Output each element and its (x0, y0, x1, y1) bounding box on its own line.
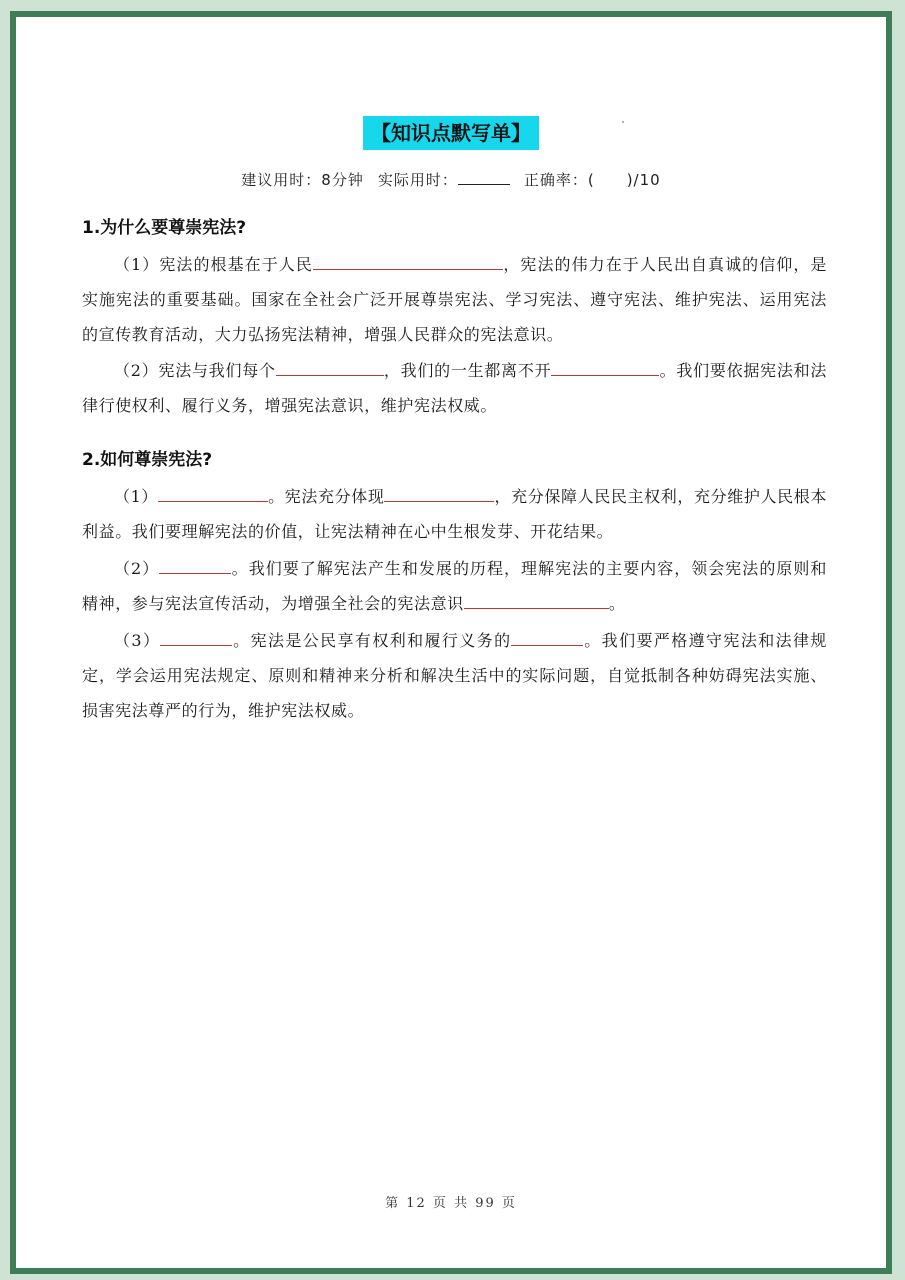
q2-p1-text-b: 。宪法充分体现 (268, 487, 385, 506)
q2-p2-blank-1[interactable] (159, 557, 231, 574)
q1-p2-text-b: ，我们的一生都离不开 (383, 361, 552, 380)
q2-paragraph-3 (82, 623, 827, 728)
accuracy-label: 正确率：( (523, 171, 595, 189)
question-1-heading: 1.为什么要尊崇宪法? (82, 218, 247, 238)
q1-p1-blank-1[interactable] (313, 253, 503, 270)
q2-p3-text-c: 。我们要严格遵守宪法和法律规定，学会运用宪法规定、原则和精神来分析和解决生活中的实际问题，自觉抵制各种妨碍宪法实施、损害宪法尊严的行为，维护宪法权威。 (82, 631, 828, 720)
page-content (16, 17, 886, 1268)
q1-p1-text-a: （1）宪法的根基在于人民 (114, 255, 313, 274)
q2-p2-blank-2[interactable] (464, 592, 609, 609)
q2-p1-text-c: ，充分保障人民民主权利，充分维护人民根本利益。我们要理解宪法的价值，让宪法精神在心中生根发芽、开花结果。 (82, 487, 827, 541)
q2-p1-blank-2[interactable] (384, 485, 494, 502)
q1-p1-text-b: ，宪法的伟力在于人民出自真诚的信仰，是实施宪法的重要基础。国家在全社会广泛开展尊崇宪法、学习宪法、遵守宪法、维护宪法、运用宪法的宣传教育活动，大力弘扬宪法精神，增强人民群众的宪法意识。 (82, 255, 827, 344)
q2-p3-blank-1[interactable] (160, 629, 232, 646)
q2-paragraph-1 (82, 479, 827, 549)
q2-p2-text-a: （2） (114, 559, 160, 578)
question-2-heading: 2.如何尊崇宪法? (82, 450, 213, 470)
actual-time-blank[interactable] (458, 170, 510, 185)
page-footer: 第 12 页 共 99 页 (385, 1196, 517, 1211)
page-frame (10, 11, 892, 1274)
actual-time-label: 实际用时： (377, 171, 458, 189)
q2-paragraph-2 (82, 551, 827, 621)
q2-p3-blank-2[interactable] (511, 629, 583, 646)
q1-p2-text-c: 。我们要依据宪法和法律行使权利、履行义务，增强宪法意识，维护宪法权威。 (82, 361, 827, 415)
accuracy-suffix: )/10 (626, 171, 661, 189)
meta-line (16, 169, 886, 190)
q2-p3-text-a: （3） (114, 631, 161, 650)
q2-p1-text-a: （1） (114, 487, 159, 506)
q1-p2-blank-1[interactable] (276, 359, 384, 376)
page-title: 【知识点默写单】 (363, 116, 539, 150)
q2-p1-blank-1[interactable] (158, 485, 268, 502)
suggested-time: 建议用时：8分钟 (241, 171, 364, 189)
q1-paragraph-1 (82, 247, 827, 352)
q1-p2-blank-2[interactable] (551, 359, 659, 376)
q2-p2-text-b: 。我们要了解宪法产生和发展的历程，理解宪法的主要内容，领会宪法的原则和精神，参与宪法宣传活动，为增强全社会的宪法意识 (82, 559, 827, 613)
q1-p2-text-a: （2）宪法与我们每个 (114, 361, 276, 380)
q1-paragraph-2 (82, 353, 827, 423)
title-wrap (16, 116, 886, 150)
q2-p2-text-c: 。 (608, 594, 626, 613)
q2-p3-text-b: 。宪法是公民享有权利和履行义务的 (232, 631, 512, 650)
